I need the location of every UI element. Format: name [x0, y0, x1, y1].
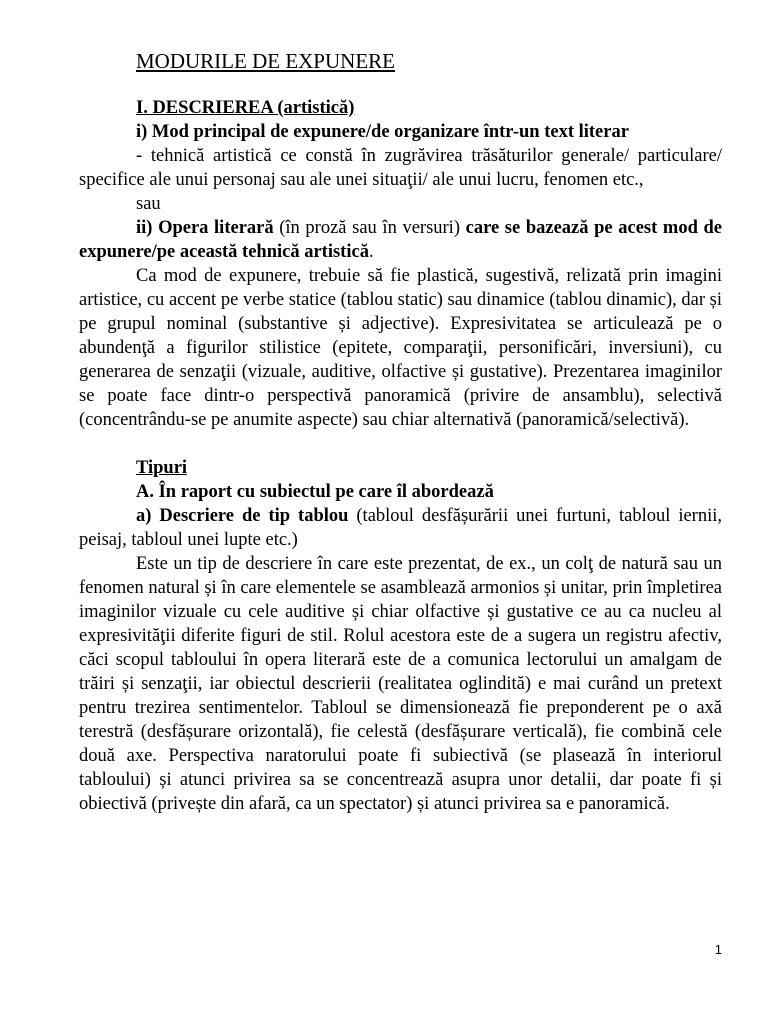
- page-number: 1: [714, 942, 722, 957]
- item-main-mode: i) Mod principal de expunere/de organizare într-un text literar: [136, 122, 629, 142]
- section-heading-descrierea: I. DESCRIEREA (artistică): [136, 98, 355, 118]
- type-a-normal: (tabloul desfășurării unei furtuni, tabloul iernii, peisaj, tabloul unei lupte etc.): [79, 506, 722, 550]
- item2-end: .: [368, 242, 374, 262]
- spacer: [79, 432, 722, 456]
- item2-bold-a: ii) Opera literară: [136, 218, 274, 238]
- types-subheading: A. În raport cu subiectul pe care îl abordează: [136, 482, 494, 502]
- item-literary-work: [79, 216, 722, 264]
- item2-bold-b: care se bazează pe acest mod de expunere/pe această tehnică artistică: [79, 218, 722, 262]
- tablou-paragraph: Este un tip de descriere în care este prezentat, de ex., un colţ de natură sau un fenomen natural și în care elementele se asamblează armonios și unitar, prin împletirea imaginilor vizuale cu cele auditive și chiar olfactive și gustative ce au ca nucleu al expresivităţii diferite figuri de stil. Rolul acestora este de a sugera un registru afectiv, căci scopul tabloului în opera literară este de a comunica lectorului un amalgam de trăiri și senzaţii, iar obiectul descrierii (realitatea oglindită) e mai curând un pretext pentru trezirea sentimentelor. Tabloul se dimensionează fie preponderent pe o axă terestră (desfășurare orizontală), fie celestă (desfășurare verticală), fie combină cele două axe. Perspectiva naratorului poate fi subiectivă (se plasează în interiorul tabloului) și atunci privirea sa se concentrează asupra unor detalii, dar poate fi și obiectivă (privește din afară, ca un spectator) și atunci privirea sa e panoramică.: [79, 554, 722, 814]
- types-heading: Tipuri: [136, 458, 188, 478]
- type-a-line: [79, 504, 722, 552]
- type-a-bold: a) Descriere de tip tablou: [136, 506, 349, 526]
- description-paragraph: Ca mod de expunere, trebuie să fie plastică, sugestivă, relizată prin imagini artistice, cu accent pe verbe statice (tablou static) sau dinamice (tablou dinamic), dar și pe grupul nominal (substantive și adjective). Expresivitatea se articulează pe o abundenţă a figurilor stilistice (epitete, comparaţii, personificări, inversiuni), cu generarea de senzaţii (vizuale, auditive, olfactive și gustative). Prezentarea imaginilor se poate face dintr-o perspectivă panoramică (privire de ansamblu), selectivă (concentrându-se pe anumite aspecte) sau chiar alternativă (panoramică/selectivă).: [79, 266, 722, 430]
- item2-normal: (în proză sau în versuri): [273, 218, 466, 238]
- or-word: sau: [136, 194, 161, 214]
- document-title: MODURILE DE EXPUNERE: [136, 49, 395, 73]
- definition-paragraph: - tehnică artistică ce constă în zugrăvirea trăsăturilor generale/ particulare/ specifice ale unui personaj sau ale unei situaţii/ ale unui lucru, fenomen etc.,: [79, 146, 722, 190]
